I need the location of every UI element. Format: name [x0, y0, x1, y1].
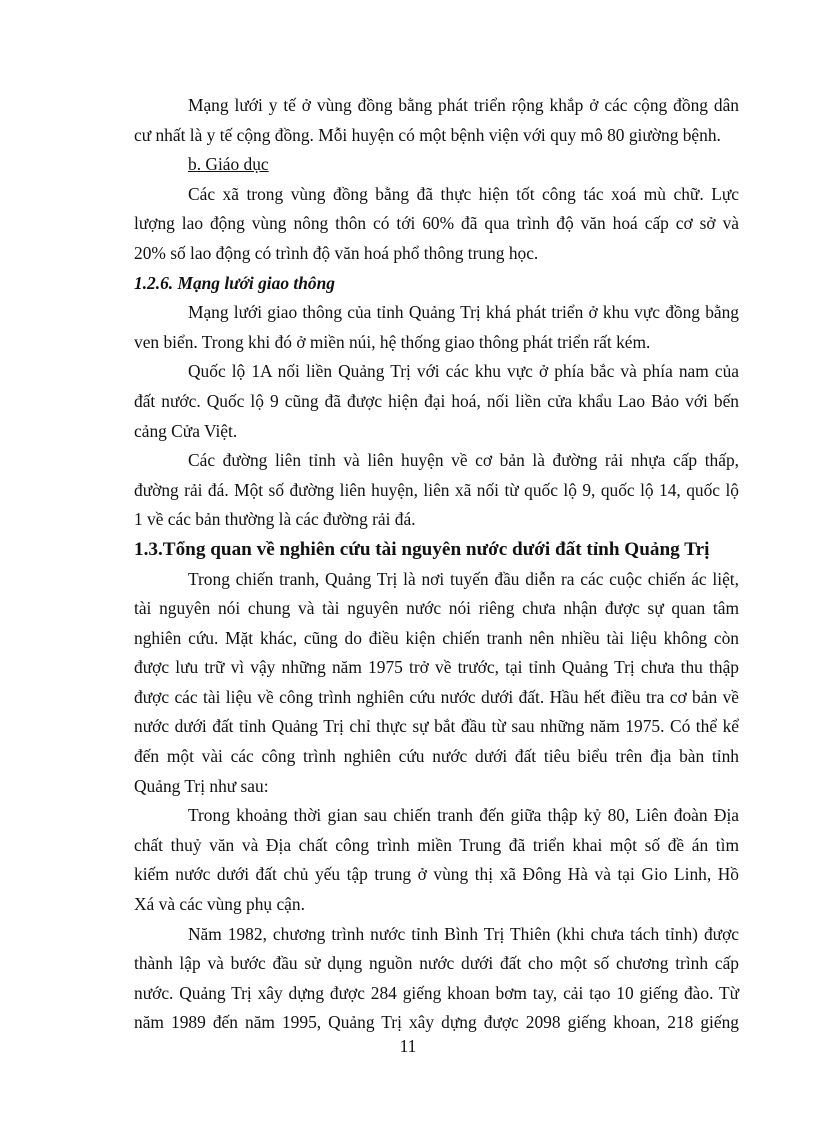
text-line: năm 1989 đến năm 1995, Quảng Trị xây dựng được 2098 giếng khoan, 218 giếng [134, 1012, 739, 1033]
chapter-heading-groundwater-overview: 1.3.Tổng quan về nghiên cứu tài nguyên nước dưới đất tỉnh Quảng Trị [134, 538, 710, 560]
section-heading-transport: 1.2.6. Mạng lưới giao thông [134, 272, 335, 293]
text-line: nghiên cứu. Mặt khác, cũng do điều kiện chiến tranh nên nhiều tài liệu không còn [134, 627, 739, 648]
text-line: đường rải đá. Một số đường liên huyện, liên xã nối từ quốc lộ 9, quốc lộ 14, quốc lộ [134, 479, 739, 500]
text-line: Mạng lưới giao thông của tỉnh Quảng Trị khá phát triển ở khu vực đồng bằng [188, 302, 739, 323]
text-line: lượng lao động vùng nông thôn có tới 60% đã qua trình độ văn hoá cấp cơ sở và [134, 213, 739, 234]
text-line: chất thuỷ văn và Địa chất công trình miền Trung đã triển khai một số đề án tìm [134, 834, 739, 855]
text-line: kiếm nước dưới đất chủ yếu tập trung ở vùng thị xã Đông Hà và tại Gio Linh, Hồ [134, 864, 739, 885]
text-line: đến một vài các công trình nghiên cứu nước dưới đất tiêu biểu trên địa bàn tỉnh [134, 746, 739, 767]
text-line: ven biển. Trong khi đó ở miền núi, hệ thống giao thông phát triển rất kém. [134, 331, 651, 352]
text-line: tài nguyên nói chung và tài nguyên nước nói riêng chưa nhận được sự quan tâm [134, 598, 739, 619]
text-line: nước dưới đất tỉnh Quảng Trị chỉ thực sự bắt đầu từ sau những năm 1975. Có thể kể [134, 716, 739, 737]
text-line: thành lập và bước đầu sử dụng nguồn nước dưới đất cho một số chương trình cấp [134, 953, 739, 974]
text-line: nước. Quảng Trị xây dựng được 284 giếng khoan bơm tay, cải tạo 10 giếng đào. Từ [134, 982, 739, 1003]
text-line: Trong khoảng thời gian sau chiến tranh đến giữa thập kỷ 80, Liên đoàn Địa [188, 805, 739, 826]
text-line: Mạng lưới y tế ở vùng đồng bằng phát triển rộng khắp ở các cộng đồng dân [188, 95, 739, 115]
text-line: 1 về các bản thường là các đường rải đá. [134, 509, 416, 530]
document-body [134, 91, 739, 1038]
text-line: cảng Cửa Việt. [134, 420, 238, 441]
subheading-education: b. Giáo dục [188, 154, 269, 175]
text-line: Năm 1982, chương trình nước tỉnh Bình Trị Thiên (khi chưa tách tỉnh) được [188, 923, 739, 944]
text-line: được các tài liệu về công trình nghiên cứu nước dưới đất. Hầu hết điều tra cơ bản về [134, 686, 739, 707]
text-line: Quốc lộ 1A nối liền Quảng Trị với các khu vực ở phía bắc và phía nam của [188, 361, 739, 382]
text-line: 20% số lao động có trình độ văn hoá phổ thông trung học. [134, 242, 539, 263]
text-line: Trong chiến tranh, Quảng Trị là nơi tuyến đầu diễn ra các cuộc chiến ác liệt, [188, 568, 739, 589]
text-line: được lưu trữ vì vậy những năm 1975 trở về trước, tại tỉnh Quảng Trị chưa thu thập [134, 657, 739, 678]
text-line: Các xã trong vùng đồng bằng đã thực hiện tốt công tác xoá mù chữ. Lực [188, 183, 739, 204]
text-line: Xá và các vùng phụ cận. [134, 894, 305, 915]
text-line: cư nhất là y tế cộng đồng. Mỗi huyện có một bệnh viện với quy mô 80 giường bệnh. [134, 124, 721, 145]
text-line: Các đường liên tỉnh và liên huyện về cơ bản là đường rải nhựa cấp thấp, [188, 450, 739, 471]
page-number: 11 [399, 1036, 417, 1056]
text-line: đất nước. Quốc lộ 9 cũng đã được hiện đại hoá, nối liền cửa khẩu Lao Bảo với bến [134, 390, 739, 411]
text-line: Quảng Trị như sau: [134, 775, 269, 796]
